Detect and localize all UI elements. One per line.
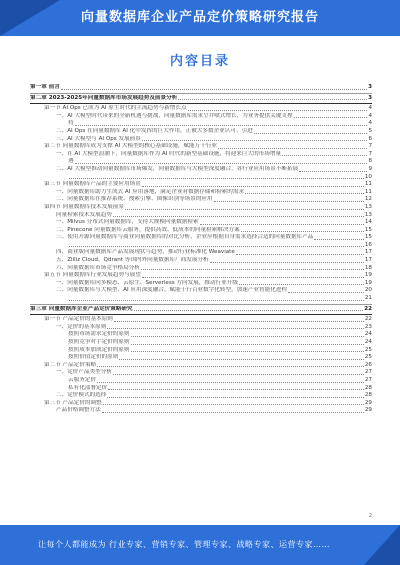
toc-entry-page: 8 [368,158,372,165]
toc-entry[interactable] [30,295,372,303]
toc-entry-title: 按照市场需求定价的原则 [68,331,130,338]
dot-leader [288,292,364,293]
footer-corner-accent [364,525,400,565]
dot-leader [97,382,364,383]
dot-leader [210,262,364,263]
toc-entry-title: 一、Milvus 分布式向量数据库，支持大规模向量数据检索 [56,219,199,226]
toc-entry-title: 三、使用开源向量数据库与商业向量数据库的对比分析，企业应根据自身需求选择合适的向量数据库产品 [56,234,314,241]
toc-entry[interactable] [30,316,372,324]
toc-entry-page: 23 [364,323,372,330]
toc-entry[interactable] [30,136,372,144]
toc-entry-page: 19 [364,272,372,279]
dot-leader [103,404,364,405]
dot-leader [218,148,367,149]
toc-entry-page: 24 [364,339,372,345]
toc-entry[interactable] [30,280,372,288]
toc-entry-title: 五、Zilliz Cloud、Qdrant 等国内外向量数据库厂商发展分析 [56,257,209,264]
toc-entry[interactable] [30,204,372,212]
toc-entry-page: 6 [368,135,372,142]
toc-entry-title: 二、定价模式的选择 [56,392,107,399]
toc-entry-page: 22 [364,316,372,323]
dot-leader [102,412,364,413]
toc-entry[interactable] [30,272,372,280]
toc-entry[interactable] [30,174,372,182]
dot-leader [119,359,364,360]
toc-entry-page: 14 [364,219,372,226]
toc-entry-page: 7 [368,143,372,150]
dot-leader [107,328,364,329]
toc-entry[interactable] [30,151,372,159]
toc-entry-page: 27 [364,376,372,383]
toc-entry-page: 10 [364,173,372,180]
toc-entry-page: 28 [364,392,372,399]
toc-entry[interactable] [30,392,372,400]
toc-entry-title: 一、定价产品类型分析 [56,369,112,376]
section-divider [30,304,372,305]
dot-leader [236,254,364,255]
toc-entry[interactable] [30,377,372,385]
dot-leader [61,89,367,90]
toc-entry-page: 17 [364,257,372,264]
toc-entry-page: 11 [364,188,372,195]
toc-entry[interactable] [30,306,372,314]
toc-entry-page: 28 [364,384,372,391]
toc-entry[interactable] [30,265,372,273]
toc-entry-title: 一、在 AI 大模型浪潮下，向量数据库作为 AI 时代的新型基础设施，将迎来巨大的市场增量 [56,150,282,157]
toc-entry-page: 17 [364,249,372,256]
toc-entry[interactable] [30,181,372,189]
toc-entry[interactable] [30,287,372,295]
toc-entry-title: 第二节 向量数据库成为支撑 AI 大模型的核心基础设施，赋能万千行业 [44,143,218,150]
toc-entry-page: 13 [364,203,372,210]
dot-leader [188,110,368,111]
table-of-contents [30,84,372,415]
toc-entry[interactable] [30,113,372,121]
toc-entry-title: 二、AI 大模型推动向量数据库市场爆发，向量数据库与大模型深度融合，各行业应用场景不断拓展 [56,165,299,172]
toc-entry-title: 二、向量数据库在推荐系统、搜索引擎、图像识别等场景的应用 [56,196,213,203]
dot-leader [245,193,364,194]
toc-entry-title: 一、向量数据库向多模态、云原生、Serverless 方向发展，推动行业升级 [56,279,238,286]
toc-entry-title: 一、向量数据库助力生成式 AI 应用落地，满足企业对数据存储和检索的需求 [56,188,245,195]
toc-entry[interactable] [30,331,372,339]
report-title: 向量数据库企业产品定价策略研究报告 [80,10,319,25]
toc-entry-page: 3 [368,94,372,101]
toc-entry-title: 一、AI 大模型时代带来的全新机遇与挑战，向量数据库需求呈井喷式增长，为业务提供关键支撑 [56,112,293,119]
dot-leader [239,284,364,285]
toc-entry-page: 13 [364,211,372,218]
toc-entry-page: 27 [364,369,372,376]
dot-leader [125,209,364,210]
toc-entry[interactable] [30,105,372,113]
toc-entry-page: 4 [368,120,372,127]
dot-leader [107,397,364,398]
toc-entry-title: 四、商业版向量数据库产品发展现状与趋势，推动行业标准化 Weaviate [56,249,235,256]
dot-leader [299,171,367,172]
toc-entry-title: 第五节 向量数据库行业发展趋势与展望 [44,272,141,279]
toc-entry[interactable] [30,219,372,227]
toc-entry-page: 4 [368,112,372,119]
toc-entry[interactable] [30,212,372,220]
toc-entry[interactable] [30,407,372,415]
toc-entry-page: 20 [364,287,372,294]
toc-entry-title: 第一节 产品定价的基本原则 [44,316,113,323]
toc-entry-title: 遇 [68,158,74,165]
toc-entry-title: 云服务定价 [68,376,96,383]
toc-entry[interactable] [30,234,372,242]
toc-entry-page: 11 [364,181,372,188]
toc-entry-title: 六、向量数据库市场竞争格局分析 [56,264,140,271]
dot-leader [114,321,364,322]
toc-entry-page: 18 [364,264,372,271]
toc-entry[interactable] [30,143,372,151]
toc-entry[interactable] [30,385,372,393]
toc-entry-title: 按照成本加成定价的原则 [68,346,130,353]
toc-entry-title: 二、AI Ops 在向量数据库 AI 化中发挥的巨大作用，正被大多数企业认可、引进 [56,127,253,134]
dot-leader [214,201,364,202]
toc-entry[interactable] [30,84,372,92]
toc-entry-title: 产品价格调整方法 [56,407,101,414]
toc-entry-page: 25 [364,346,372,353]
toc-entry-title: 第一节 AI Ops 已成为 AI 原生时代的主流趋势与新增长点 [44,105,187,112]
toc-entry-title: 三、AI 大模型与 AI Ops 发展前景 [56,135,141,142]
toc-entry-title: 第四节 向量数据库技术发展前景 [44,203,125,210]
toc-entry[interactable] [30,120,372,128]
dot-leader [108,389,364,390]
dot-leader [134,310,364,311]
footer-banner [0,525,400,565]
toc-entry[interactable] [30,196,372,204]
toc-entry-page: 9 [368,165,372,172]
toc-entry[interactable] [30,324,372,332]
toc-entry-page: 4 [368,105,372,112]
dot-leader [131,344,364,345]
dot-leader [294,117,368,118]
toc-entry-title: 第一章 前言 [30,84,60,90]
toc-entry-page: 29 [364,399,372,406]
dot-leader [241,231,364,232]
toc-entry-page: 5 [368,127,372,134]
toc-entry-title: 持 [68,120,74,127]
toc-entry-title: 私有化部署定价 [68,384,108,391]
dot-leader [254,133,368,134]
toc-heading: 内容目录 [169,54,230,69]
toc-entry-title: 第三节 向量数据库产品的主要应用场景 [44,181,141,188]
toc-entry-page: 15 [364,226,372,233]
toc-entry-title: 第二节 产品定价策略 [44,361,97,368]
footer-slogan: 让每个人都能成为 行业专家、营销专家、管理专家、战略专家、运营专家…… [38,540,331,549]
section-divider [30,314,372,315]
toc-entry[interactable] [30,369,372,377]
toc-entry[interactable] [30,257,372,265]
dot-leader [113,374,364,375]
dot-leader [131,336,364,337]
dot-leader [69,300,364,301]
header-banner [0,0,400,36]
dot-leader [97,366,364,367]
toc-entry-page: 3 [368,84,372,90]
section-divider [30,103,372,104]
dot-leader [178,99,367,100]
toc-entry[interactable] [30,242,372,250]
toc-entry-page: 12 [364,196,372,203]
toc-entry-title: 按照价值定价的原则 [68,354,119,361]
toc-entry-title: 第二章 2023-2025年向量数据库市场发展趋势及前景分析 [30,94,178,101]
toc-entry[interactable] [30,95,372,103]
toc-entry-page: 29 [364,407,372,414]
dot-leader [142,277,364,278]
toc-entry[interactable] [30,400,372,408]
toc-entry[interactable] [30,354,372,362]
toc-entry-title: 向量检索技术发展趋势 [56,211,112,218]
toc-entry[interactable] [30,128,372,136]
dot-leader [141,269,364,270]
dot-leader [69,246,364,247]
toc-entry[interactable] [30,362,372,370]
toc-entry-title: 第三节 产品定价的调整 [44,399,102,406]
dot-leader [200,224,364,225]
toc-entry[interactable] [30,189,372,197]
dot-leader [142,186,364,187]
dot-leader [113,216,364,217]
toc-entry-page: 19 [364,279,372,286]
dot-leader [131,351,364,352]
toc-entry-title: 按照竞争对手定价的原则 [68,339,130,345]
toc-entry[interactable] [30,158,372,166]
dot-leader [314,239,364,240]
dot-leader [282,155,367,156]
toc-entry-page: 16 [364,241,372,248]
toc-entry-page: 24 [364,331,372,338]
toc-entry-page: 15 [364,234,372,241]
dot-leader [142,140,368,141]
page-number: 2 [368,513,372,519]
toc-entry-title: 二、Pinecone 向量数据库云服务，提供高效、低成本的向量检索解决方案 [56,226,240,233]
dot-leader [75,125,368,126]
toc-entry-page: 7 [368,150,372,157]
toc-entry-title: 一、定价的基本原则 [56,323,107,330]
dot-leader [69,178,364,179]
toc-entry[interactable] [30,166,372,174]
toc-entry-page: 26 [364,361,372,368]
section-divider [30,93,372,94]
dot-leader [75,163,368,164]
toc-entry-page: 21 [364,295,372,302]
toc-entry-page: 25 [364,354,372,361]
toc-entry-title: 二、向量数据库与大模型、AI 应用深度融合，赋能千行百业数字化转型，加速产业智能化进程 [56,287,288,294]
toc-entry[interactable] [30,249,372,257]
toc-entry-title: 第三章 向量数据库企业产品定价策略研究 [30,305,133,312]
toc-entry[interactable] [30,339,372,347]
toc-entry[interactable] [30,227,372,235]
toc-entry-page: 22 [364,305,372,312]
toc-entry[interactable] [30,347,372,355]
